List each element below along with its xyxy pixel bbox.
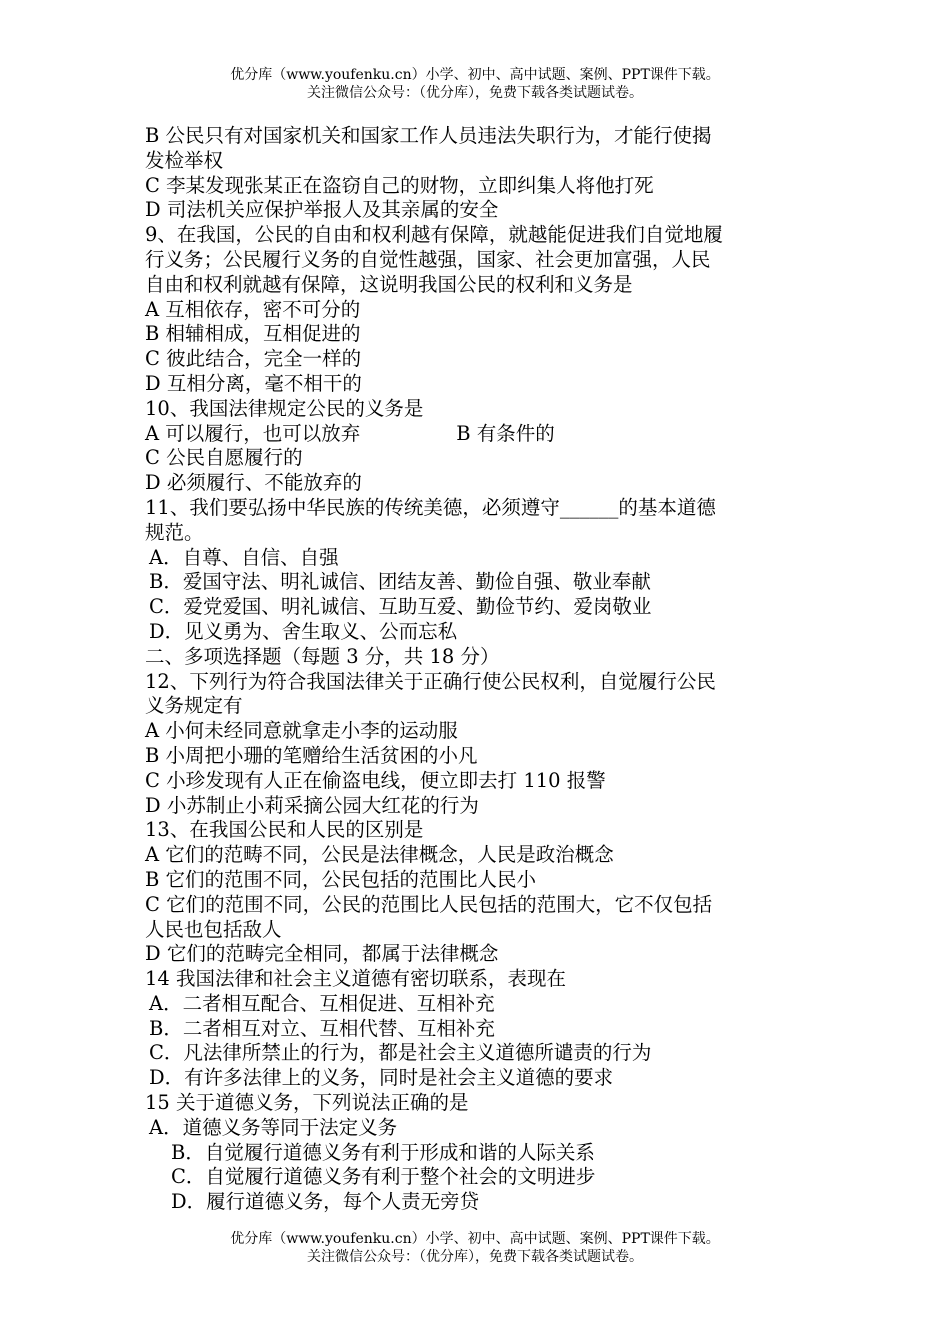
header-line-1: 优分库（www.youfenku.cn）小学、初中、高中试题、案例、PPT课件下载。 bbox=[230, 67, 720, 83]
q14-option-a: A．二者相互配合、互相促进、互相补充 bbox=[149, 991, 495, 1015]
q10-options-ab bbox=[145, 422, 815, 447]
q9-stem-cont: 自由和权利就越有保障，这说明我国公民的权利和义务是 bbox=[145, 272, 633, 296]
q15-option-a: A．道德义务等同于法定义务 bbox=[149, 1115, 398, 1139]
q13-option-a: A 它们的范畴不同，公民是法律概念，人民是政治概念 bbox=[145, 843, 614, 867]
q8-option-b: B 公民只有对国家机关和国家工作人员违法失职行为，才能行使揭 bbox=[145, 124, 712, 147]
q10-option-b: B 有条件的 bbox=[456, 421, 555, 445]
q10-option-d: D 必须履行、不能放弃的 bbox=[145, 471, 362, 495]
q11-option-a: A．自尊、自信、自强 bbox=[149, 545, 339, 569]
q14-option-b: B．二者相互对立、互相代替、互相补充 bbox=[149, 1016, 495, 1040]
q9-option-a: A 互相依存，密不可分的 bbox=[145, 297, 361, 321]
q15-stem: 15 关于道德义务，下列说法正确的是 bbox=[145, 1091, 469, 1115]
q10-option-c: C 公民自愿履行的 bbox=[145, 446, 303, 470]
q10-option-a: A 可以履行，也可以放弃 bbox=[145, 421, 361, 445]
q8-option-b-cont: 发检举权 bbox=[145, 148, 224, 172]
footer-line-2: 关注微信公众号：（优分库），免费下载各类试题试卷。 bbox=[307, 1249, 643, 1265]
q12-option-d: D 小苏制止小莉采摘公园大红花的行为 bbox=[145, 793, 479, 817]
q11-option-c: C．爱党爱国、明礼诚信、互助互爱、勤俭节约、爱岗敬业 bbox=[149, 595, 652, 619]
q11-stem: 11、我们要弘扬中华民族的传统美德，必须遵守______的基本道德 bbox=[145, 495, 716, 519]
q11-option-d: D．见义勇为、舍生取义、公而忘私 bbox=[149, 619, 458, 643]
q9-option-b: B 相辅相成，互相促进的 bbox=[145, 322, 361, 346]
q12-option-c: C 小珍发现有人正在偷盗电线，便立即去打 110 报警 bbox=[145, 768, 606, 792]
q11-option-b: B．爱国守法、明礼诚信、团结友善、勤俭自强、敬业奉献 bbox=[149, 570, 651, 594]
q13-option-c: C 它们的范围不同，公民的范围比人民包括的范围大，它不仅包括 bbox=[145, 892, 713, 916]
q13-option-c-cont: 人民也包括敌人 bbox=[145, 917, 282, 941]
q8-option-c: C 李某发现张某正在盗窃自己的财物，立即纠集人将他打死 bbox=[145, 173, 654, 197]
q11-stem-cont: 规范。 bbox=[145, 520, 204, 544]
q15-option-b: B．自觉履行道德义务有利于形成和谐的人际关系 bbox=[171, 1140, 595, 1164]
q13-option-d: D 它们的范畴完全相同，都属于法律概念 bbox=[145, 942, 499, 966]
footer-line-1: 优分库（www.youfenku.cn）小学、初中、高中试题、案例、PPT课件下载。 bbox=[230, 1231, 720, 1247]
q12-stem: 12、下列行为符合我国法律关于正确行使公民权利，自觉履行公民 bbox=[145, 669, 716, 693]
q14-option-d: D．有许多法律上的义务，同时是社会主义道德的要求 bbox=[149, 1066, 614, 1090]
page-header bbox=[0, 66, 950, 102]
exam-content bbox=[145, 124, 815, 1215]
q9-stem: 9、在我国，公民的自由和权利越有保障，就越能促进我们自觉地履 bbox=[145, 223, 723, 247]
q15-option-d: D．履行道德义务，每个人责无旁贷 bbox=[171, 1190, 480, 1214]
q14-stem: 14 我国法律和社会主义道德有密切联系，表现在 bbox=[145, 967, 567, 991]
section-2-title: 二、多项选择题（每题 3 分，共 18 分） bbox=[145, 644, 500, 668]
q14-option-c: C．凡法律所禁止的行为，都是社会主义道德所谴责的行为 bbox=[149, 1041, 652, 1065]
q9-option-d: D 互相分离，毫不相干的 bbox=[145, 371, 362, 395]
q12-stem-cont: 义务规定有 bbox=[145, 694, 243, 718]
q15-option-c: C．自觉履行道德义务有利于整个社会的文明进步 bbox=[171, 1165, 596, 1189]
q13-option-b: B 它们的范围不同，公民包括的范围比人民小 bbox=[145, 867, 537, 891]
page-footer bbox=[0, 1230, 950, 1266]
q10-stem: 10、我国法律规定公民的义务是 bbox=[145, 396, 424, 420]
q8-option-d: D 司法机关应保护举报人及其亲属的安全 bbox=[145, 198, 499, 222]
header-line-2: 关注微信公众号：（优分库），免费下载各类试题试卷。 bbox=[307, 85, 643, 101]
q13-stem: 13、在我国公民和人民的区别是 bbox=[145, 818, 424, 842]
q12-option-a: A 小何未经同意就拿走小李的运动服 bbox=[145, 719, 458, 743]
q9-option-c: C 彼此结合，完全一样的 bbox=[145, 347, 362, 371]
q12-option-b: B 小周把小珊的笔赠给生活贫困的小凡 bbox=[145, 743, 478, 767]
q9-stem-cont: 行义务；公民履行义务的自觉性越强，国家、社会更加富强，人民 bbox=[145, 247, 711, 271]
